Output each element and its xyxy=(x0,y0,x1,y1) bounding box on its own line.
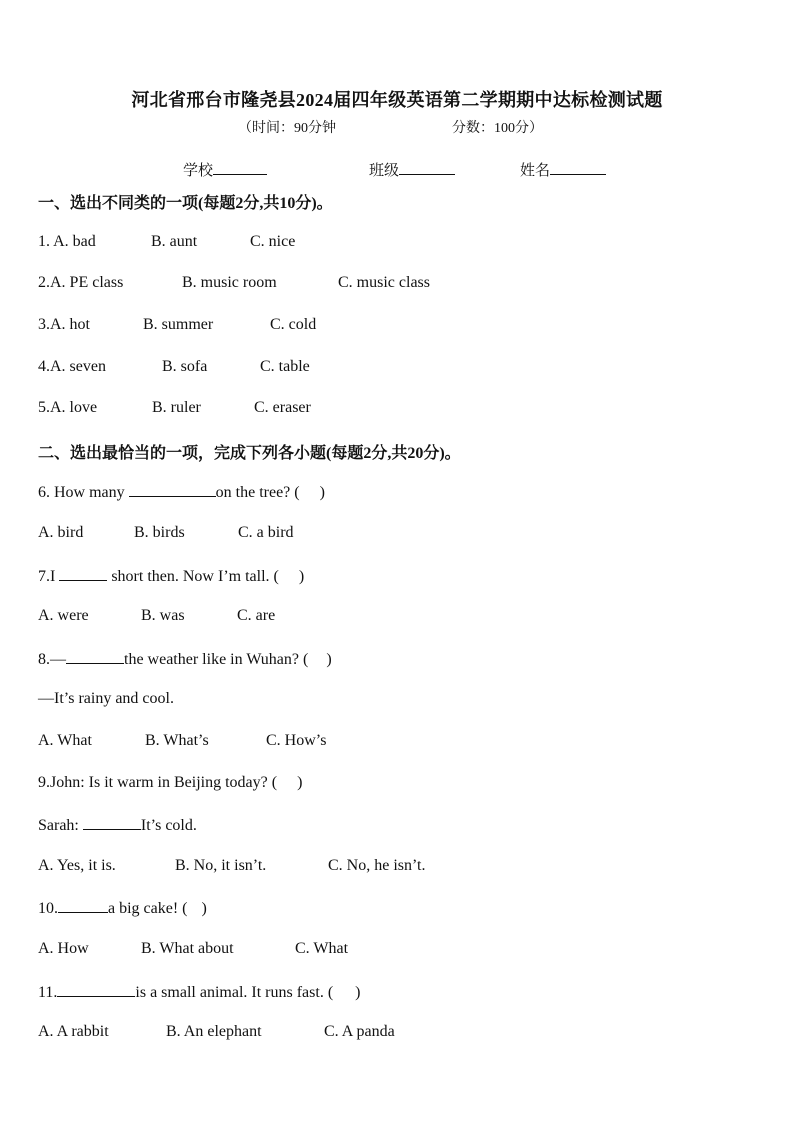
question-text-end: It’s cold. xyxy=(140,817,197,834)
question-8-option-a: A. What xyxy=(38,732,92,749)
answer-paren-close: ) xyxy=(201,900,207,917)
question-4 xyxy=(38,358,106,376)
option-a: A. seven xyxy=(50,358,106,375)
question-2 xyxy=(38,274,123,292)
speaker-label: Sarah: xyxy=(38,817,83,834)
question-11-option-b: B. An elephant xyxy=(166,1023,262,1040)
question-text: 9.John: Is it warm in Beijing today? ( xyxy=(38,774,278,791)
question-2-option-b: B. music room xyxy=(182,274,277,291)
question-number: 5. xyxy=(38,399,50,416)
question-6-option-b: B. birds xyxy=(134,524,185,541)
question-10-option-a: A. How xyxy=(38,940,89,957)
answer-paren-close: ) xyxy=(297,774,303,791)
question-6 xyxy=(38,482,325,502)
option-a: A. hot xyxy=(50,316,90,333)
question-7-option-c: C. are xyxy=(237,607,276,624)
question-number: 2. xyxy=(38,274,50,291)
question-text: 10. xyxy=(38,900,58,917)
question-text: 8.— xyxy=(38,651,66,668)
class-blank xyxy=(399,160,455,175)
question-7 xyxy=(38,566,304,586)
answer-paren-close: ) xyxy=(326,651,332,668)
answer-blank xyxy=(58,898,108,913)
question-10-option-b: B. What about xyxy=(141,940,234,957)
question-text: 11. xyxy=(38,984,58,1001)
question-10 xyxy=(38,898,207,918)
answer-blank xyxy=(129,482,216,497)
name-field xyxy=(520,159,606,180)
question-3-option-b: B. summer xyxy=(143,316,214,333)
page-title: 河北省邢台市隆尧县2024届四年级英语第二学期期中达标检测试题 xyxy=(131,90,663,110)
time-label: （时间：90分钟 xyxy=(238,121,336,136)
question-text-end: the weather like in Wuhan? ( xyxy=(124,651,309,668)
question-11-option-a: A. A rabbit xyxy=(38,1023,109,1040)
section1-heading: 一、选出不同类的一项(每题2分,共10分)。 xyxy=(38,195,333,212)
question-4-option-c: C. table xyxy=(260,358,310,375)
question-text: 6. How many xyxy=(38,484,129,501)
question-text-end: is a small animal. It runs fast. ( xyxy=(135,984,334,1001)
answer-blank xyxy=(83,815,141,830)
question-5 xyxy=(38,399,97,417)
question-8-reply: —It’s rainy and cool. xyxy=(38,690,174,707)
question-6-option-c: C. a bird xyxy=(238,524,294,541)
class-label: 班级 xyxy=(369,163,400,179)
question-6-option-a: A. bird xyxy=(38,524,84,541)
question-9-option-b: B. No, it isn’t. xyxy=(175,857,267,874)
question-text-end: short then. Now I’m tall. ( xyxy=(107,568,279,585)
option-a: A. love xyxy=(50,399,98,416)
school-label: 学校 xyxy=(183,163,214,179)
question-1-option-b: B. aunt xyxy=(151,233,198,250)
question-11-option-c: C. A panda xyxy=(324,1023,395,1040)
question-7-option-a: A. were xyxy=(38,607,89,624)
answer-paren-close: ) xyxy=(355,984,361,1001)
question-11 xyxy=(38,982,360,1002)
option-a: A. PE class xyxy=(50,274,124,291)
question-1-option-c: C. nice xyxy=(250,233,296,250)
answer-paren-close: ) xyxy=(298,568,305,585)
answer-blank xyxy=(59,566,107,581)
question-text-end: a big cake! ( xyxy=(108,900,188,917)
score-label: 分数：100分） xyxy=(452,121,543,136)
question-number: 4. xyxy=(38,358,50,375)
question-number: 1. xyxy=(38,233,54,250)
name-label: 姓名 xyxy=(520,163,551,179)
answer-paren-close: ) xyxy=(319,484,325,501)
class-field xyxy=(369,159,455,180)
question-10-option-c: C. What xyxy=(295,940,349,957)
school-blank xyxy=(213,160,267,175)
question-4-option-b: B. sofa xyxy=(162,358,208,375)
question-number: 3. xyxy=(38,316,50,333)
name-blank xyxy=(550,160,606,175)
question-5-option-b: B. ruler xyxy=(152,399,201,416)
question-7-option-b: B. was xyxy=(141,607,185,624)
question-8-option-c: C. How’s xyxy=(266,732,327,749)
question-2-option-c: C. music class xyxy=(338,274,430,291)
question-9 xyxy=(38,774,302,792)
question-9-line2 xyxy=(38,815,197,835)
question-text: 7.I xyxy=(38,568,60,585)
section2-heading: 二、选出最恰当的一项，完成下列各小题(每题2分,共20分)。 xyxy=(38,445,461,462)
question-5-option-c: C. eraser xyxy=(254,399,311,416)
question-3-option-c: C. cold xyxy=(270,316,317,333)
school-field xyxy=(183,159,267,180)
question-1 xyxy=(38,233,96,251)
question-8-option-b: B. What’s xyxy=(145,732,209,749)
question-8 xyxy=(38,649,332,669)
option-a: A. bad xyxy=(53,233,96,250)
question-9-option-c: C. No, he isn’t. xyxy=(328,857,426,874)
question-text-end: on the tree? ( xyxy=(215,484,300,501)
answer-blank xyxy=(57,982,135,997)
answer-blank xyxy=(66,649,124,664)
question-3 xyxy=(38,316,90,334)
question-9-option-a: A. Yes, it is. xyxy=(38,857,116,874)
